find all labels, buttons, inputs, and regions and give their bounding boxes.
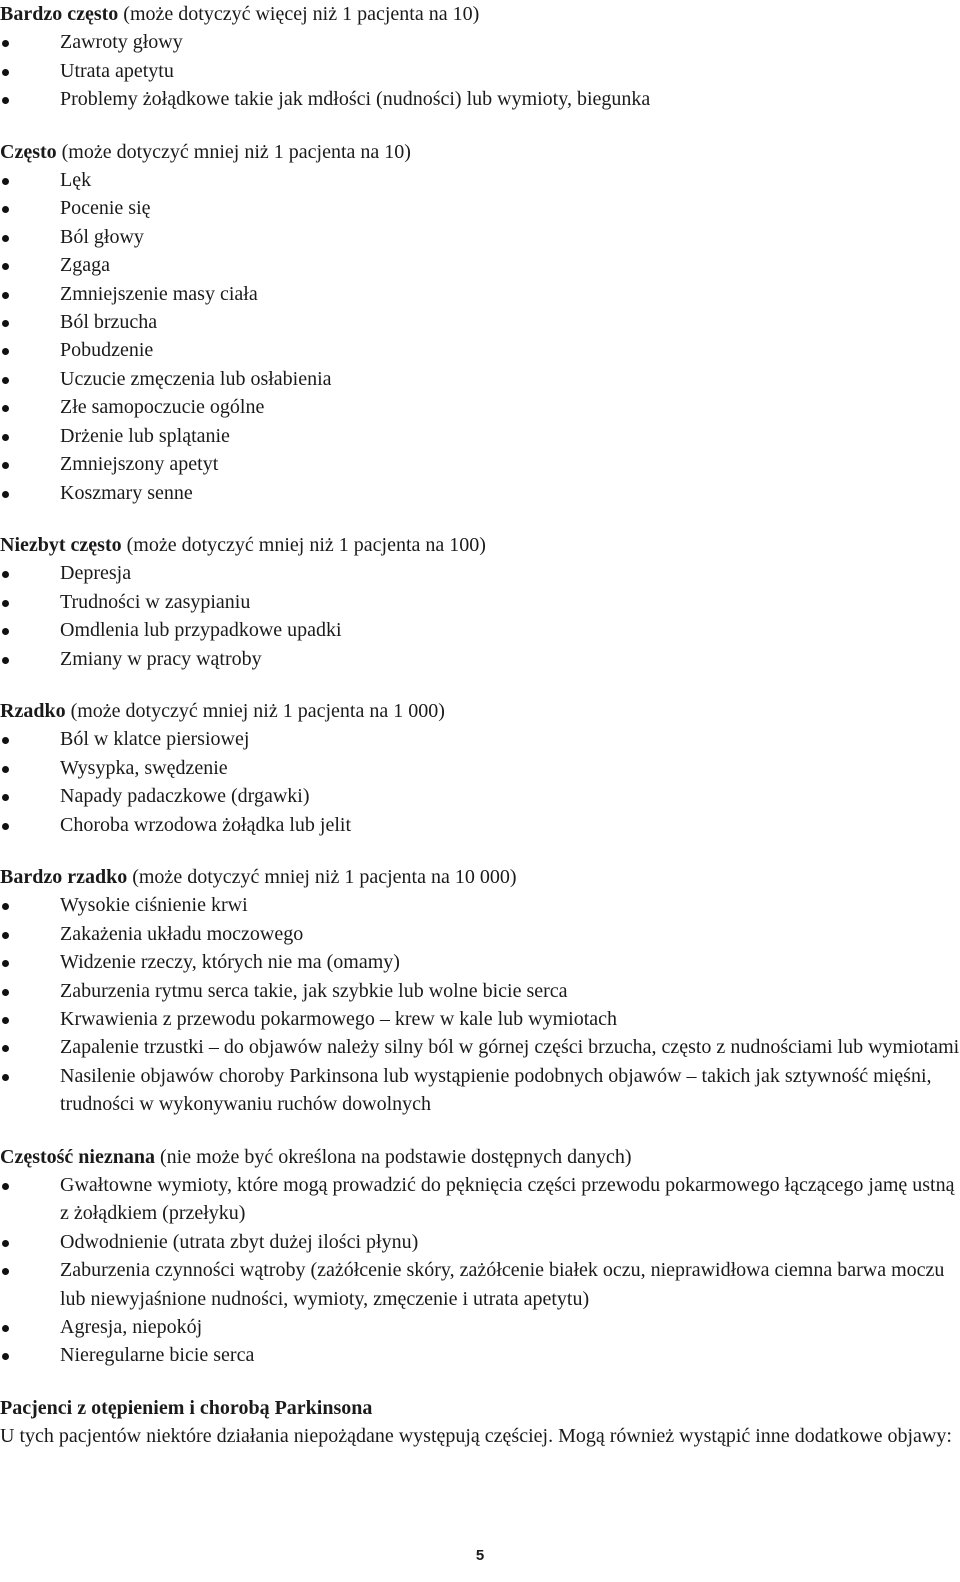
list-item: Choroba wrzodowa żołądka lub jelit [0, 811, 960, 839]
list-item: Widzenie rzeczy, których nie ma (omamy) [0, 948, 960, 976]
list-item: Wysokie ciśnienie krwi [0, 891, 960, 919]
list-item: Nasilenie objawów choroby Parkinsona lub wystąpienie podobnych objawów – takich jak sztywność mięśni, trudności w wykonywaniu ruchów dowolnych [0, 1062, 960, 1119]
list-item: Problemy żołądkowe takie jak mdłości (nudności) lub wymioty, biegunka [0, 85, 960, 113]
side-effect-list [0, 28, 960, 113]
list-item: Pobudzenie [0, 336, 960, 364]
section-frequency-note: (może dotyczyć mniej niż 1 pacjenta na 100) [121, 533, 486, 556]
list-item: Koszmary senne [0, 479, 960, 507]
list-item: Utrata apetytu [0, 57, 960, 85]
list-item: Ból w klatce piersiowej [0, 725, 960, 753]
section-heading [0, 0, 960, 28]
section-frequency-note: (może dotyczyć mniej niż 1 pacjenta na 10) [56, 140, 411, 163]
list-item: Zaburzenia czynności wątroby (zażółcenie skóry, zażółcenie białek oczu, nieprawidłowa ciemna barwa moczu lub niewyjaśnione nudności, wymioty, zmęczenie i utrata apetytu) [0, 1256, 960, 1313]
section-heading [0, 863, 960, 891]
section-title: Pacjenci z otępieniem i chorobą Parkinsona [0, 1396, 373, 1419]
list-item: Ból brzucha [0, 308, 960, 336]
section-very-common [0, 0, 960, 114]
section-uncommon [0, 531, 960, 673]
list-item: Depresja [0, 559, 960, 587]
section-heading [0, 697, 960, 725]
section-rare [0, 697, 960, 839]
list-item: Omdlenia lub przypadkowe upadki [0, 616, 960, 644]
section-heading [0, 138, 960, 166]
list-item: Ból głowy [0, 223, 960, 251]
list-item: Złe samopoczucie ogólne [0, 393, 960, 421]
page-number: 5 [475, 1547, 485, 1564]
section-heading [0, 531, 960, 559]
list-item: Napady padaczkowe (drgawki) [0, 782, 960, 810]
side-effect-list [0, 1171, 960, 1370]
side-effect-list [0, 559, 960, 673]
side-effect-list [0, 725, 960, 839]
section-title: Częstość nieznana [0, 1145, 155, 1168]
section-title: Rzadko [0, 699, 66, 722]
section-dementia-parkinson [0, 1394, 960, 1451]
list-item: Gwałtowne wymioty, które mogą prowadzić do pęknięcia części przewodu pokarmowego łączącego jamę ustną z żołądkiem (przełyku) [0, 1171, 960, 1228]
list-item: Zawroty głowy [0, 28, 960, 56]
list-item: Krwawienia z przewodu pokarmowego – krew w kale lub wymiotach [0, 1005, 960, 1033]
list-item: Wysypka, swędzenie [0, 754, 960, 782]
side-effect-list [0, 166, 960, 507]
section-unknown-frequency [0, 1143, 960, 1370]
section-frequency-note: (nie może być określona na podstawie dostępnych danych) [154, 1145, 632, 1168]
list-item: Nieregularne bicie serca [0, 1341, 960, 1369]
section-common [0, 138, 960, 507]
list-item: Odwodnienie (utrata zbyt dużej ilości płynu) [0, 1228, 960, 1256]
section-title: Bardzo często [0, 3, 119, 25]
list-item: Agresja, niepokój [0, 1313, 960, 1341]
list-item: Zgaga [0, 251, 960, 279]
section-frequency-note: (może dotyczyć mniej niż 1 pacjenta na 10 000) [127, 865, 517, 888]
section-frequency-note: (może dotyczyć mniej niż 1 pacjenta na 1 000) [65, 699, 445, 722]
list-item: Zaburzenia rytmu serca takie, jak szybkie lub wolne bicie serca [0, 977, 960, 1005]
list-item: Pocenie się [0, 194, 960, 222]
list-item: Trudności w zasypianiu [0, 588, 960, 616]
section-paragraph: U tych pacjentów niektóre działania niepożądane występują częściej. Mogą również wystąpić inne dodatkowe objawy: [0, 1425, 952, 1448]
section-title: Niezbyt często [0, 533, 122, 556]
section-heading [0, 1143, 960, 1171]
list-item: Zmniejszony apetyt [0, 450, 960, 478]
list-item: Lęk [0, 166, 960, 194]
side-effect-list [0, 891, 960, 1118]
section-heading [0, 1394, 960, 1422]
section-frequency-note: (może dotyczyć więcej niż 1 pacjenta na 10) [118, 3, 480, 25]
list-item: Zapalenie trzustki – do objawów należy silny ból w górnej części brzucha, często z nudnościami lub wymiotami [0, 1033, 960, 1061]
list-item: Zmniejszenie masy ciała [0, 280, 960, 308]
section-very-rare [0, 863, 960, 1119]
list-item: Zmiany w pracy wątroby [0, 645, 960, 673]
section-title: Często [0, 140, 57, 163]
list-item: Zakażenia układu moczowego [0, 920, 960, 948]
section-title: Bardzo rzadko [0, 865, 128, 888]
list-item: Drżenie lub splątanie [0, 422, 960, 450]
list-item: Uczucie zmęczenia lub osłabienia [0, 365, 960, 393]
